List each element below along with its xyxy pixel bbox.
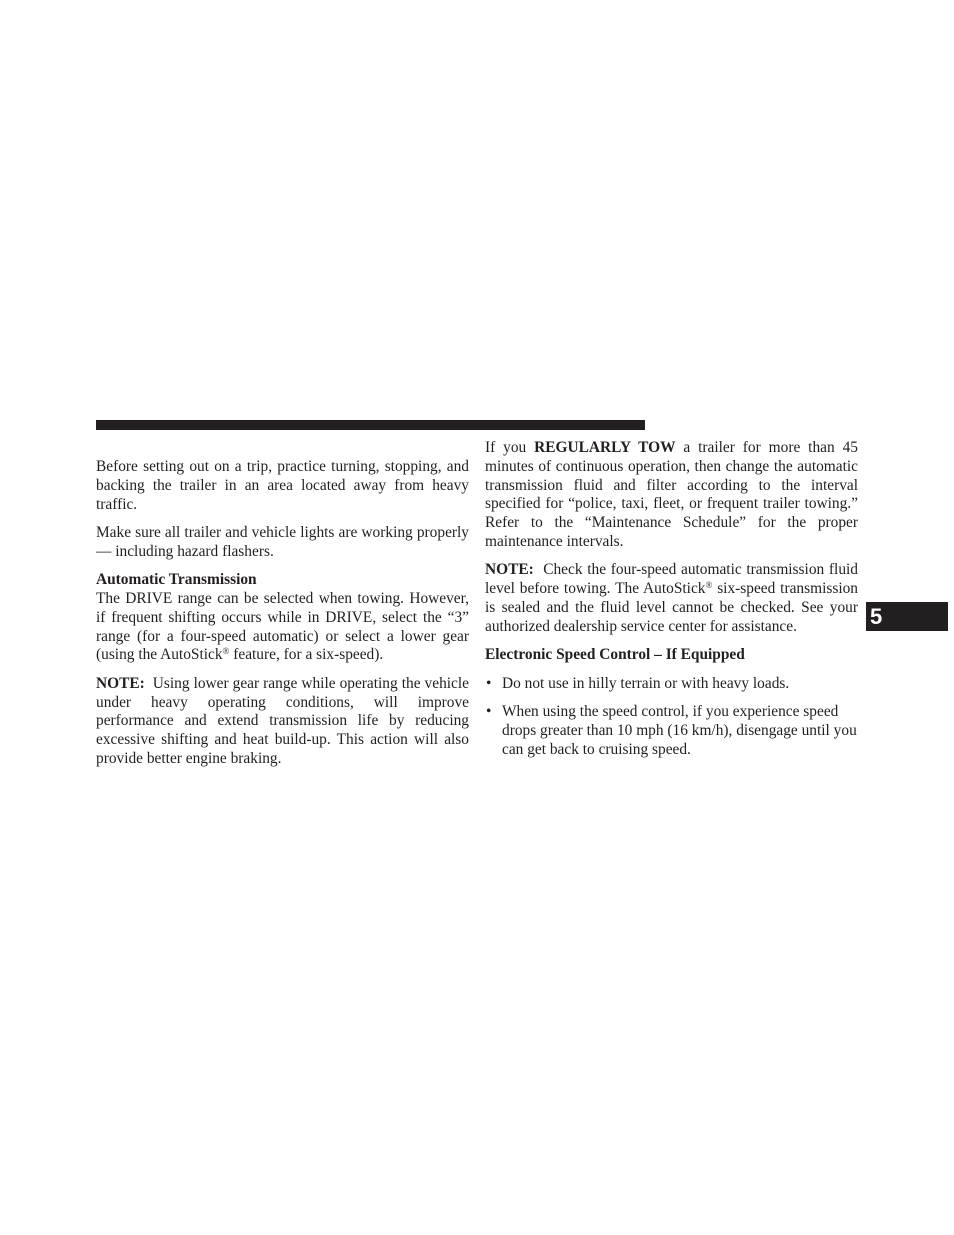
transmission-text-a: The DRIVE range can be selected when towing. However, if frequent shifting occurs while in DRIVE, select the “3” range (for a four-speed automatic) or select a lower gear (using the AutoStick: [96, 589, 469, 664]
left-column: [96, 458, 469, 778]
regular-tow-text: a trailer for more than 45 minutes of continuous operation, then change the automatic transmission fluid and filter according to the interval specified for “police, taxi, fleet, or frequent trailer towing.” Refer to the “Maintenance Schedule” for the proper maintenance intervals.: [485, 439, 858, 550]
transmission-paragraph: [96, 590, 469, 665]
gear-note-paragraph: [96, 675, 469, 769]
chapter-tab: [866, 602, 948, 631]
note-label: NOTE:: [96, 674, 145, 692]
bullet-icon: •: [486, 674, 492, 692]
registered-mark: ®: [705, 580, 713, 591]
gear-note-text: Using lower gear range while operating the vehicle under heavy operating conditions, will improve performance and extend transmission life by reducing excessive shifting and heat build-up. This action will also provide better engine braking.: [96, 674, 469, 767]
fluid-note-text-a: Check the four-speed automatic transmission fluid level before towing. The AutoStick: [485, 561, 858, 598]
fluid-note-paragraph: [485, 561, 858, 636]
practice-paragraph: Before setting out on a trip, practice turning, stopping, and backing the trailer in an area located away from heavy traffic.: [96, 458, 469, 513]
note-label: NOTE:: [485, 561, 534, 579]
registered-mark: ®: [222, 646, 230, 657]
section-top-rule: [96, 420, 645, 430]
bullet-icon: •: [486, 702, 492, 720]
regular-tow-prefix: If you: [485, 439, 535, 456]
list-item: [485, 675, 858, 694]
speed-control-heading: Electronic Speed Control – If Equipped: [485, 646, 745, 664]
transmission-text-b: feature, for a six-speed).: [229, 646, 384, 664]
list-item-text: Do not use in hilly terrain or with heavy loads.: [502, 674, 790, 692]
list-item-text: When using the speed control, if you experience speed drops greater than 10 mph (16 km/h), disengage until you can get back to cruising speed.: [502, 702, 857, 758]
right-column: [485, 439, 858, 769]
automatic-transmission-heading: Automatic Transmission: [96, 571, 257, 589]
list-item: [485, 703, 858, 759]
regular-tow-paragraph: [485, 439, 858, 552]
regular-tow-emphasis: REGULARLY TOW: [534, 439, 676, 456]
chapter-number: 5: [870, 604, 883, 629]
speed-control-list: [485, 675, 858, 760]
fluid-note-text-b: six-speed transmission is sealed and the fluid level cannot be checked. See your authorized dealership service center for assistance.: [485, 580, 858, 635]
lights-paragraph: Make sure all trailer and vehicle lights are working properly — including hazard flashers.: [96, 523, 469, 560]
